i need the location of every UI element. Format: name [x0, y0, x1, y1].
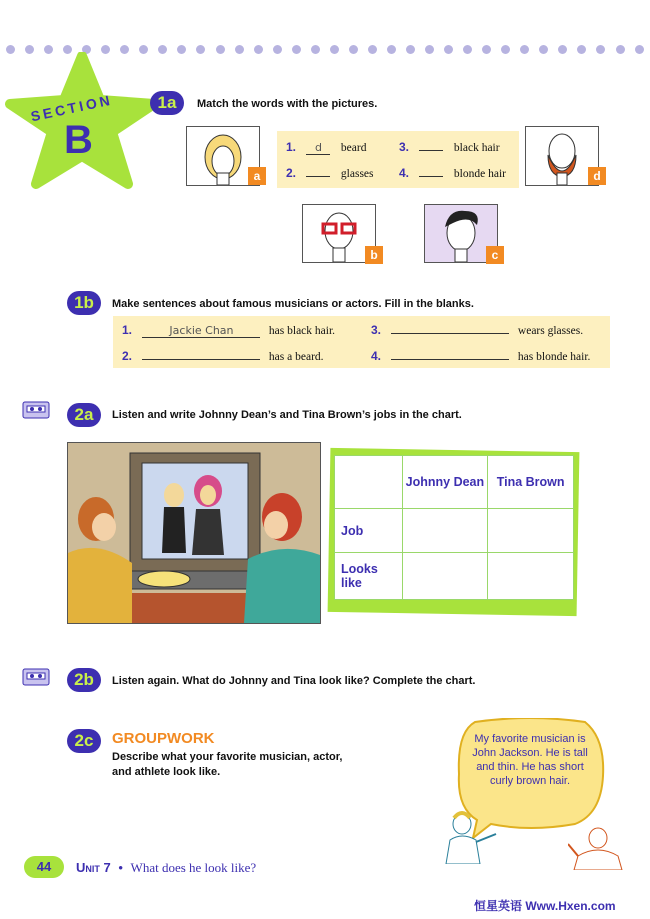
chart-cell-looks-johnny[interactable]	[402, 553, 488, 600]
item-number: 2.	[122, 349, 133, 363]
footer-chapter-title: What does he look like?	[130, 860, 257, 875]
chart-header-tina: Tina Brown	[488, 456, 574, 509]
page-number: 44	[24, 856, 64, 878]
item-number: 1.	[286, 140, 297, 154]
instruction-2c-line1: Describe what your favorite musician, actor,	[112, 751, 343, 763]
item-text: beard	[340, 142, 367, 154]
answer-blank[interactable]	[306, 176, 330, 177]
item-number: 2.	[286, 166, 297, 180]
sentence-item-1	[122, 321, 335, 339]
item-number: 4.	[371, 349, 382, 363]
item-number: 3.	[371, 323, 382, 337]
item-text: has black hair.	[268, 325, 336, 337]
picture-c-tag: c	[486, 246, 504, 264]
item-text: has a beard.	[268, 351, 324, 363]
instruction-1b: Make sentences about famous musicians or actors. Fill in the blanks.	[112, 298, 474, 310]
badge-2a: 2a	[67, 403, 101, 427]
instruction-1a: Match the words with the pictures.	[197, 98, 378, 110]
chart-cell-job-johnny[interactable]	[402, 508, 488, 553]
student-figure-left	[440, 810, 500, 864]
badge-2c: 2c	[67, 729, 101, 753]
instruction-2c-line2: and athlete look like.	[112, 766, 221, 778]
answer-blank[interactable]	[391, 359, 509, 360]
chart-header-johnny: Johnny Dean	[402, 456, 488, 509]
badge-1a: 1a	[150, 91, 184, 115]
sentence-item-2	[122, 347, 324, 365]
item-text: glasses	[340, 168, 374, 180]
tv-scene-illustration	[67, 442, 321, 624]
badge-1b: 1b	[67, 291, 101, 315]
student-figure-right	[568, 826, 628, 870]
match-item-1	[286, 138, 366, 156]
item-number: 3.	[399, 140, 410, 154]
answer-blank[interactable]: Jackie Chan	[142, 324, 260, 338]
badge-2b: 2b	[67, 668, 101, 692]
speech-bubble-text: My favorite musician is John Jackson. He is tall and thin. He has short curly brown hair.	[472, 733, 588, 787]
section-letter: B	[64, 118, 93, 162]
item-number: 4.	[399, 166, 410, 180]
groupwork-heading: GROUPWORK	[112, 730, 215, 747]
sentence-item-4	[371, 347, 590, 365]
footer-bullet: •	[118, 860, 123, 875]
picture-b-tag: b	[365, 246, 383, 264]
chart-corner	[335, 456, 403, 509]
item-text: wears glasses.	[517, 325, 584, 337]
picture-d-tag: d	[588, 167, 606, 185]
section-label: SECTION	[29, 91, 114, 125]
instruction-2b: Listen again. What do Johnny and Tina look like? Complete the chart.	[112, 675, 476, 687]
chart-cell-looks-tina[interactable]	[488, 553, 574, 600]
answer-blank[interactable]	[142, 359, 260, 360]
instruction-2a: Listen and write Johnny Dean’s and Tina Brown’s jobs in the chart.	[112, 409, 462, 421]
sentence-item-3	[371, 321, 583, 339]
footer-title-line	[76, 860, 256, 876]
match-item-3	[399, 138, 500, 156]
answer-blank[interactable]	[391, 333, 509, 334]
answer-blank[interactable]	[419, 176, 443, 177]
item-number: 1.	[122, 323, 133, 337]
match-item-2	[286, 164, 374, 182]
chart-cell-job-tina[interactable]	[488, 508, 574, 553]
picture-a-tag: a	[248, 167, 266, 185]
footer-unit: Unit 7	[76, 860, 111, 875]
chart-row-looks-like: Looks like	[335, 553, 403, 600]
cassette-icon[interactable]	[22, 401, 50, 419]
item-text: has blonde hair.	[517, 351, 591, 363]
jobs-chart	[334, 455, 574, 600]
chart-row-job: Job	[335, 508, 403, 553]
answer-blank[interactable]	[419, 150, 443, 151]
cassette-icon[interactable]	[22, 668, 50, 686]
answer-blank[interactable]: d	[306, 141, 330, 155]
match-item-4	[399, 164, 506, 182]
item-text: black hair	[453, 142, 500, 154]
item-text: blonde hair	[453, 168, 506, 180]
watermark: 恒星英语 Www.Hxen.com	[474, 899, 616, 913]
